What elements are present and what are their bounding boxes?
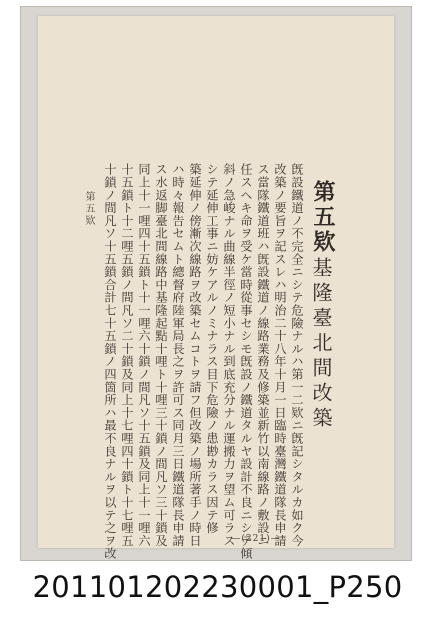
- body-column: 任スヘキ命ヲ受ケ當時從事セシモ旣設ノ鐵道タルヤ設計不良ニシテ傾: [239, 163, 253, 560]
- body-column: 改築ノ要旨ヲ記スレハ明治二十八年十月一日臨時臺灣鐵道隊長申請: [273, 163, 287, 547]
- body-column: シテ延伸工事ニ妨ケアルノミナラス目下危險ノ患尠カラス因テ修: [205, 163, 219, 535]
- margin-section-label: 第五欵: [83, 191, 94, 227]
- body-column: 旣設鐵道ノ不完全ニシテ危險ナルハ第一二欵ニ旣記シタルカ如ク今: [290, 163, 304, 547]
- section-number: 第五欵: [310, 180, 336, 255]
- body-column: ス水返脚臺北間線路中基隆起點十哩ト十哩三十鎖ノ間凡ソ三十鎖及: [154, 163, 168, 547]
- body-column: ス當隊鐵道班ハ旣設鐵道ノ線路業務及修築並新竹以南線路ノ敷設ニ: [256, 163, 270, 547]
- page-number: —(221)—: [231, 534, 281, 544]
- body-column: 築延伸ノ傍漸次線路ヲ改築セムコトヲ請フ但改築ノ場所著手ノ時日: [188, 163, 202, 547]
- image-caption: 201101202230001_P250: [32, 570, 403, 604]
- body-column: 同上十一哩四十五鎖ト十一哩六十鎖ノ間凡ソ十五鎖及同上十一哩六: [137, 163, 151, 547]
- section-title: 基隆臺北間改築: [309, 257, 333, 432]
- body-column: 十五鎖ト十二哩五鎖ノ間凡ソ二十鎖及同上十七哩四十鎖ト十七哩五: [120, 163, 134, 547]
- body-column: 十鎖ノ間凡ソ十五鎖合計七十五鎖ノ四箇所ハ最不良ナルヲ以テ之ヲ改: [103, 163, 117, 560]
- body-column: 斜ノ急峻ナル曲線半徑ノ短小ナル到底充分ナル運搬力ヲ望ム可ラス: [222, 163, 236, 547]
- document-page: [38, 16, 394, 560]
- body-column: ハ時々報告セムト總督府陸軍局長之ヲ許可ス同月三日鐵道隊長申請: [171, 163, 185, 547]
